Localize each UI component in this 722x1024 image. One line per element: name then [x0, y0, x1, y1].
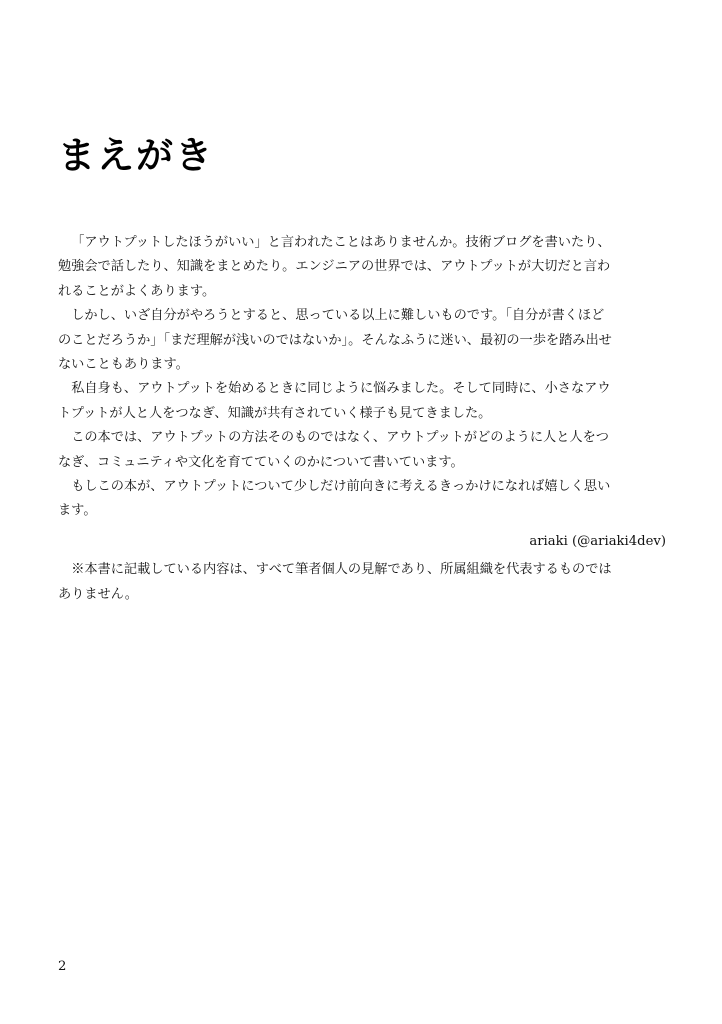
author-signature: ariaki (@ariaki4dev): [529, 533, 666, 549]
disclaimer-note: ※本書に記載している内容は、すべて筆者個人の見解であり、所属組織を代表するものでは ありません。: [58, 562, 612, 602]
preface-body: [58, 231, 666, 607]
paragraph: しかし、いざ自分がやろうとすると、思っている以上に難しいものです。「自分が書くほど のことだろうか」「まだ理解が浅いのではないか」。そんなふうに迷い、最初の一歩を踏み出せ ないこともあります。: [58, 308, 612, 373]
chapter-title: まえがき: [58, 134, 214, 177]
paragraph: この本では、アウトプットの方法そのものではなく、アウトプットがどのように人と人をつ なぎ、コミュニティや文化を育てていくのかについて書いています。: [58, 430, 609, 470]
page-number: 2: [58, 959, 67, 974]
paragraph: もしこの本が、アウトプットについて少しだけ前向きに考えるきっかけになれば嬉しく思い ます。: [58, 479, 611, 519]
paragraph: 私自身も、アウトプットを始めるときに同じように悩みました。そして同時に、小さなアウ トプットが人と人をつなぎ、知識が共有されていく様子も見てきました。: [58, 381, 611, 421]
paragraph: 「アウトプットしたほうがいい」と言われたことはありませんか。技術ブログを書いたり、 勉強会で話したり、知識をまとめたり。エンジニアの世界では、アウトプットが大切だと言わ れることがよくあります。: [58, 235, 611, 299]
